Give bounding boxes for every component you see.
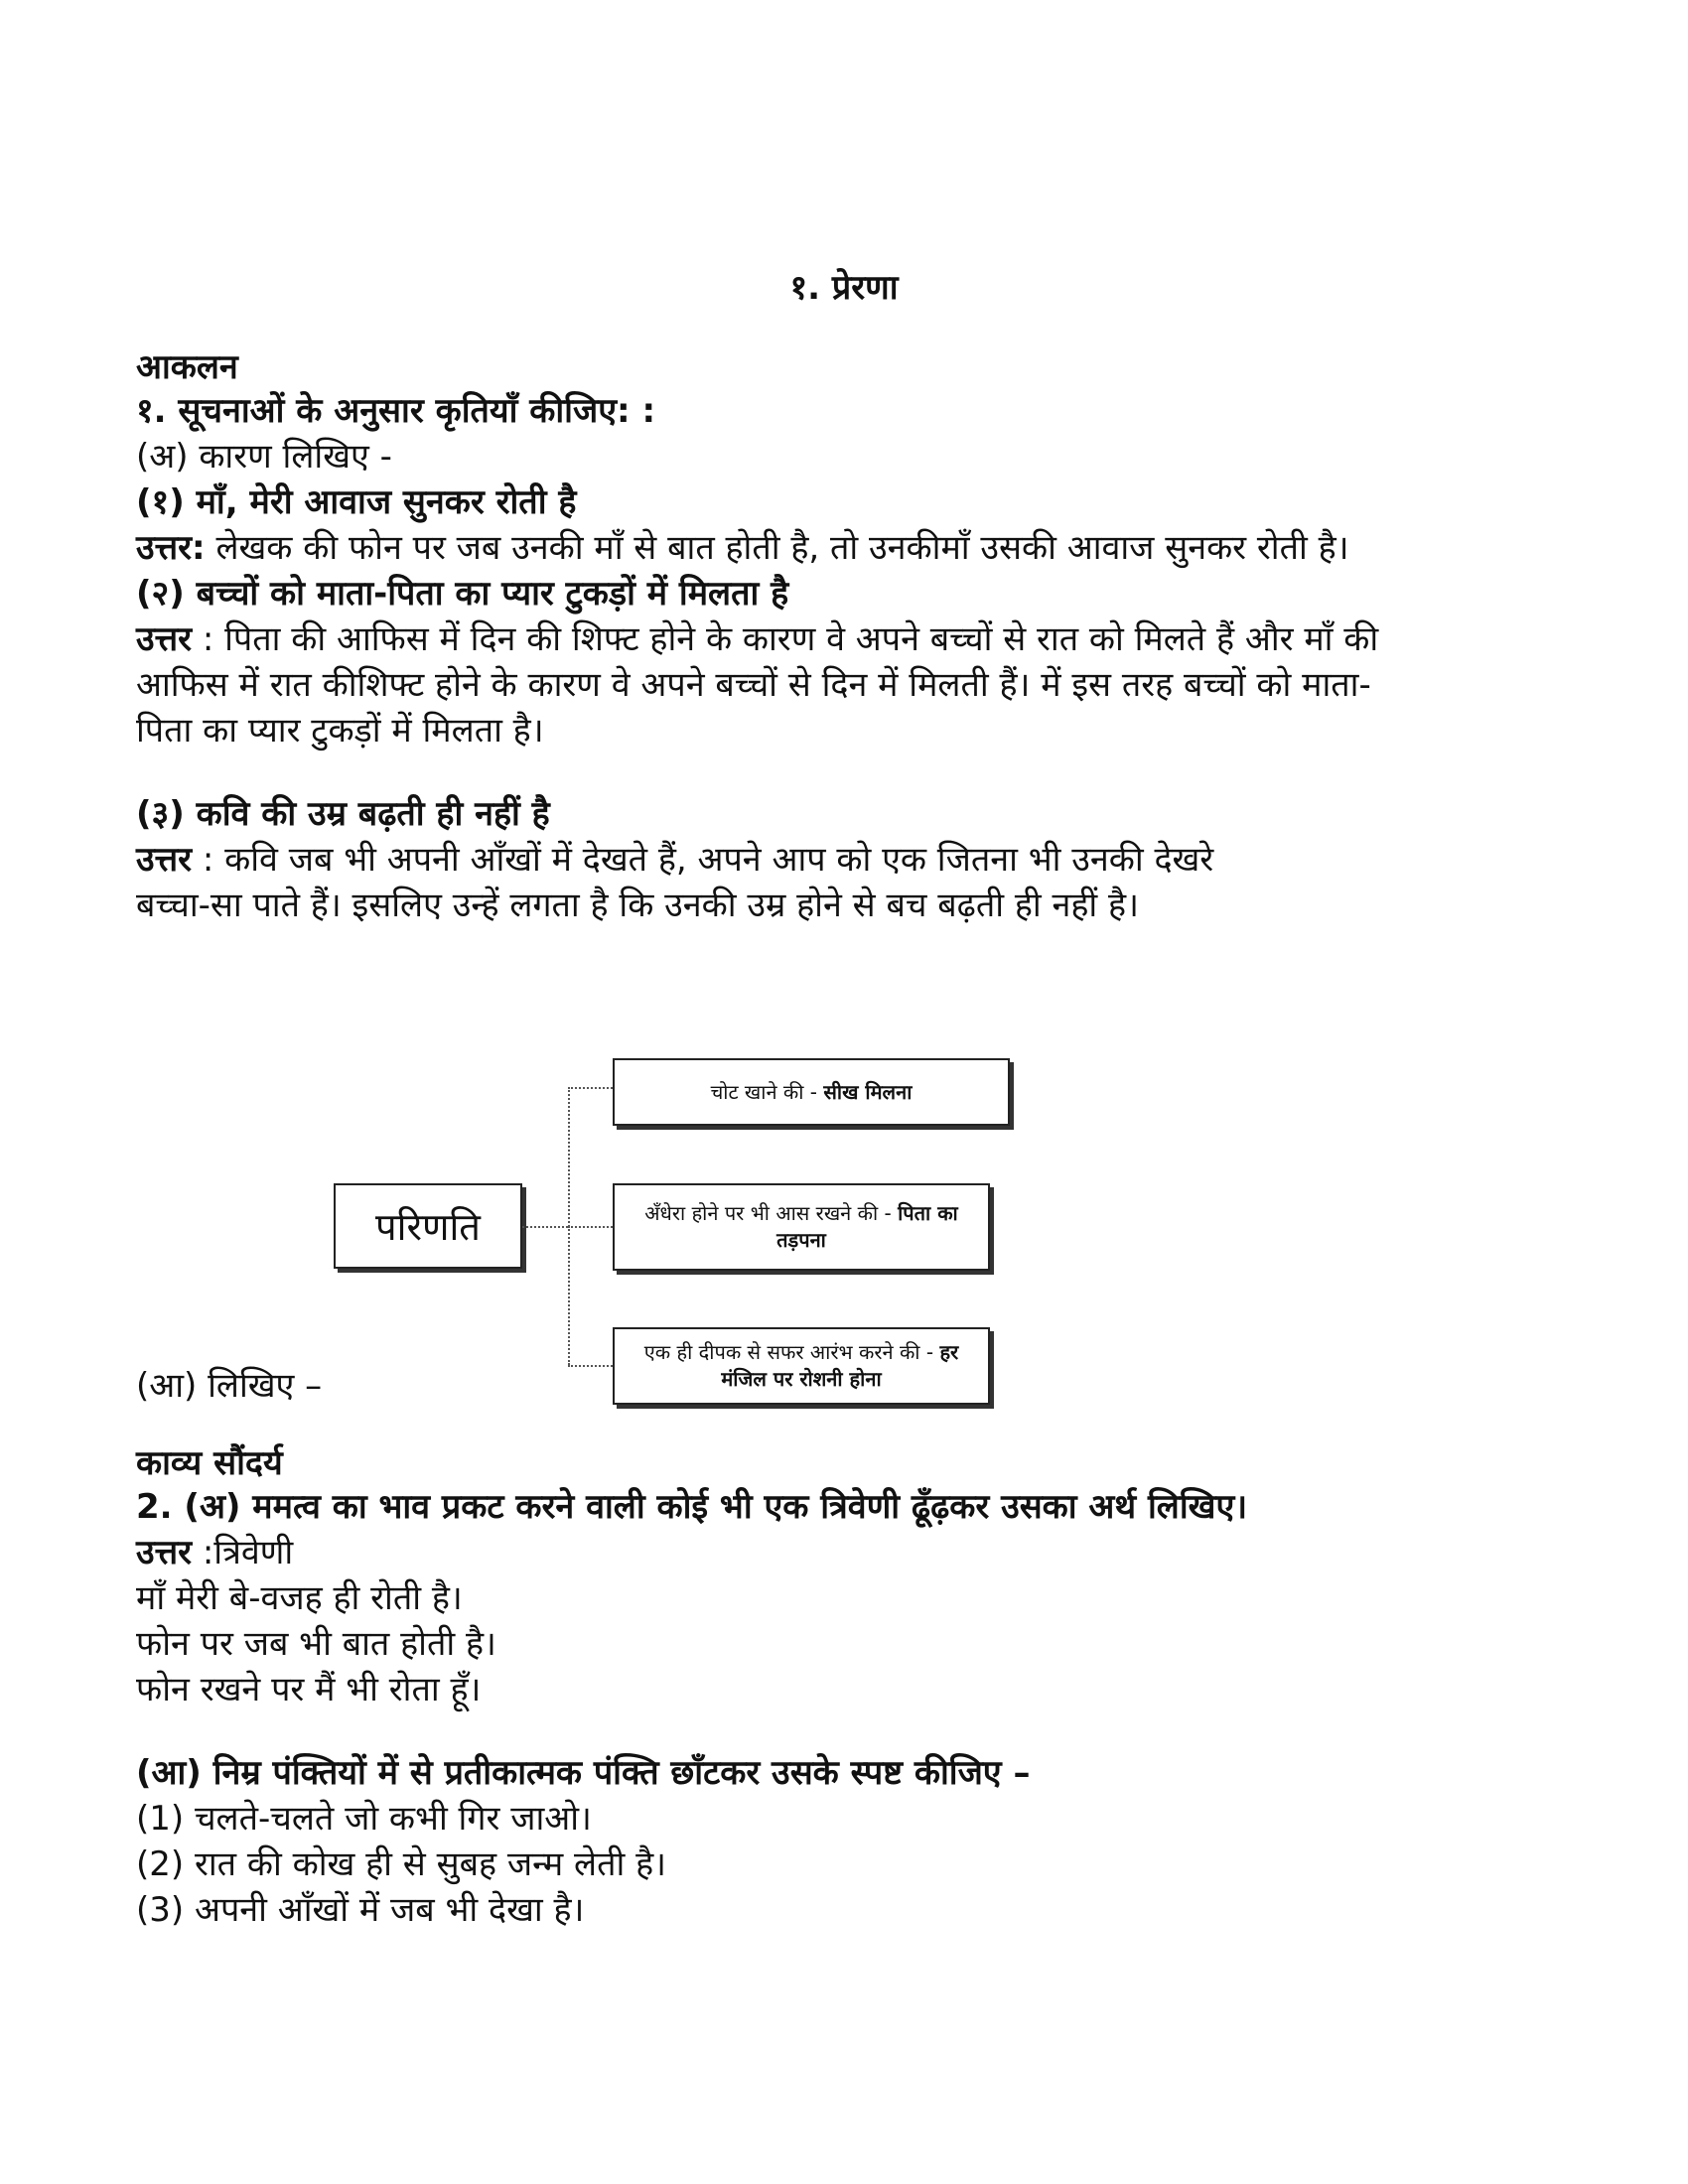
answer-text: लेखक की फोन पर जब उनकी माँ से बात होती है, तो उनकीमाँ उसकी आवाज सुनकर रोती है।	[205, 528, 1349, 568]
leaf-prefix: एक ही दीपक से सफर आरंभ करने की -	[643, 1340, 940, 1364]
question-1-3: (३) कवि की उम्र बढ़ती ही नहीं है	[136, 794, 550, 834]
answer-3-line-2: बच्चा-सा पाते हैं। इसलिए उन्हें लगता है कि उनकी उम्र होने से बच बढ़ती ही नहीं है।	[136, 886, 1139, 925]
answer-text: :त्रिवेणी	[192, 1533, 294, 1572]
sub-question-a: (अ) कारण लिखिए -	[136, 437, 392, 477]
answer-label: उत्तर	[136, 840, 193, 880]
poem-line-2: फोन पर जब भी बात होती है।	[136, 1624, 496, 1664]
poem-line-3: फोन रखने पर मैं भी रोता हूँ।	[136, 1670, 482, 1709]
leaf-answer: हर मंजिल पर रोशनी होना	[721, 1340, 959, 1391]
question-1: १. सूचनाओं के अनुसार कृतियाँ कीजिए: :	[136, 391, 656, 431]
connector-line	[522, 1226, 568, 1228]
sub-question-aa: (आ) लिखिए –	[136, 1366, 323, 1406]
answer-triveni-label	[136, 1533, 293, 1573]
leaf-answer: सीख मिलना	[823, 1079, 913, 1104]
option-2: (2) रात की कोख ही से सुबह जन्म लेती है।	[136, 1844, 667, 1884]
answer-label: उत्तर	[136, 1533, 193, 1572]
section-heading-kavya-saundarya: काव्य सौंदर्य	[136, 1443, 283, 1483]
diagram-leaf	[613, 1058, 1010, 1126]
diagram-leaf	[613, 1183, 990, 1271]
answer-text: : कवि जब भी अपनी आँखों में देखते हैं, अपने आप को एक जितना भी उनकी देखरे	[192, 840, 1214, 880]
option-3: (3) अपनी आँखों में जब भी देखा है।	[136, 1890, 585, 1930]
connector-line	[568, 1226, 613, 1228]
section-heading-akalan: आकलन	[136, 347, 238, 387]
connector-line	[568, 1365, 613, 1367]
question-2aa: (आ) निम्र पंक्तियों में से प्रतीकात्मक पंक्ति छाँटकर उसके स्पष्ट कीजिए –	[136, 1753, 1031, 1793]
answer-2-line-3: पिता का प्यार टुकड़ों में मिलता है।	[136, 711, 544, 751]
question-1-2: (२) बच्चों को माता-पिता का प्यार टुकड़ों में मिलता है	[136, 574, 789, 614]
answer-2-line-2: आफिस में रात कीशिफ्ट होने के कारण वे अपने बच्चों से दिन में मिलती हैं। में इस तरह बच्चों को माता-	[136, 665, 1371, 705]
answer-text: : पिता की आफिस में दिन की शिफ्ट होने के कारण वे अपने बच्चों से रात को मिलते हैं और माँ की	[192, 619, 1379, 659]
leaf-answer: पिता का तड़पना	[776, 1201, 958, 1252]
answer-label: उत्तर:	[136, 528, 206, 568]
answer-2-line-1	[136, 619, 1378, 660]
page-title: १. प्रेरणा	[789, 268, 899, 308]
answer-label: उत्तर	[136, 619, 193, 659]
connector-line	[568, 1087, 613, 1089]
question-1-1: (१) माँ, मेरी आवाज सुनकर रोती है	[136, 482, 577, 522]
answer-1	[136, 528, 1349, 569]
diagram-leaf	[613, 1327, 990, 1405]
answer-3-line-1	[136, 840, 1213, 881]
leaf-prefix: अँधेरा होने पर भी आस रखने की -	[644, 1201, 899, 1225]
question-2a: 2. (अ) ममत्व का भाव प्रकट करने वाली कोई भी एक त्रिवेणी ढूँढ़कर उसका अर्थ लिखिए।	[136, 1487, 1248, 1527]
poem-line-1: माँ मेरी बे-वजह ही रोती है।	[136, 1578, 463, 1618]
option-1: (1) चलते-चलते जो कभी गिर जाओ।	[136, 1799, 592, 1839]
leaf-prefix: चोट खाने की -	[710, 1079, 824, 1104]
diagram-center-box: परिणति	[334, 1183, 522, 1269]
